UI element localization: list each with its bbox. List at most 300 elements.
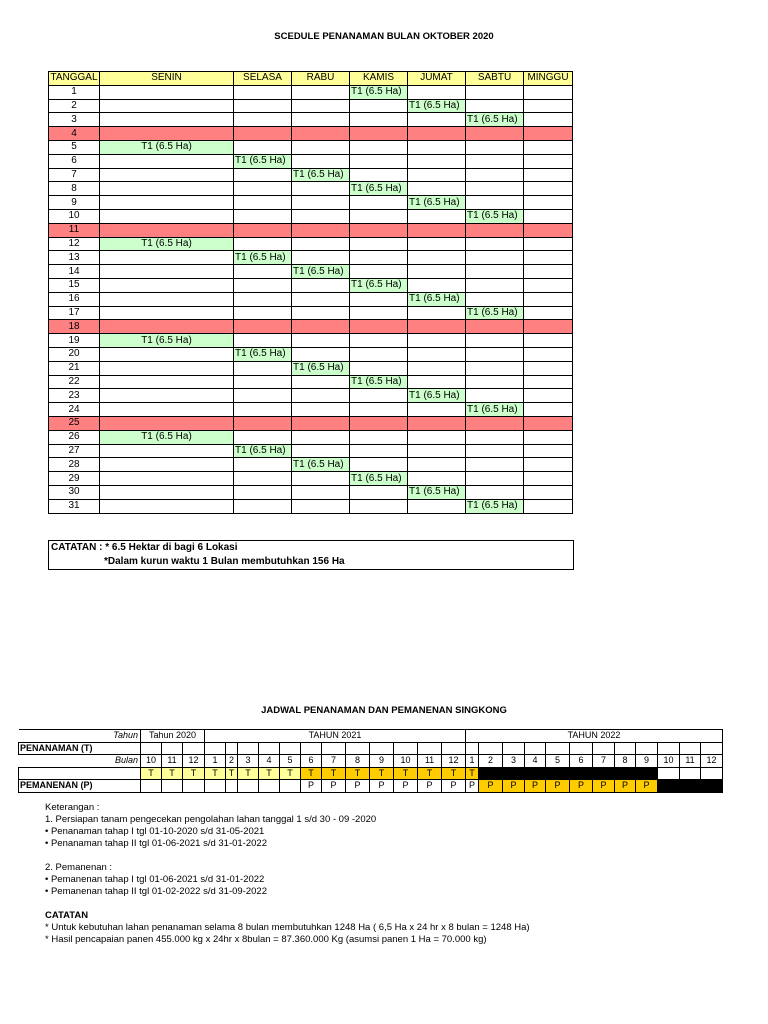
month-cell: 10 (141, 755, 162, 768)
calendar-row (49, 168, 573, 182)
schedule-cell (238, 780, 259, 793)
harvest-mark: P (636, 780, 658, 793)
planting-entry: T1 (6.5 Ha) (408, 485, 466, 499)
harvest-mark: P (546, 780, 570, 793)
empty-cell (234, 430, 292, 444)
day-number: 20 (49, 347, 100, 361)
empty-cell (408, 168, 466, 182)
day-number: 3 (49, 113, 100, 127)
empty-cell (350, 499, 408, 513)
calendar-title: SCEDULE PENANAMAN BULAN OKTOBER 2020 (274, 31, 494, 42)
day-number: 12 (49, 237, 100, 251)
year-2020: Tahun 2020 (141, 730, 205, 743)
empty-cell (408, 416, 466, 430)
empty-cell (292, 85, 350, 99)
empty-cell (524, 458, 573, 472)
schedule-cell (183, 742, 205, 755)
harvest-mark: P (503, 780, 525, 793)
planting-calendar-table (48, 71, 573, 514)
month-cell: 8 (346, 755, 370, 768)
empty-cell (100, 278, 234, 292)
day-number: 9 (49, 196, 100, 210)
month-cell: 9 (636, 755, 658, 768)
day-number: 24 (49, 403, 100, 417)
empty-cell (408, 237, 466, 251)
empty-cell (292, 182, 350, 196)
month-cell: 2 (479, 755, 503, 768)
empty-cell (524, 472, 573, 486)
month-cell: 6 (570, 755, 593, 768)
schedule-cell (525, 742, 546, 755)
empty-cell (408, 430, 466, 444)
schedule-cell (226, 742, 238, 755)
empty-cell (408, 334, 466, 348)
empty-cell (408, 403, 466, 417)
schedule-cell (658, 742, 680, 755)
empty-cell (292, 196, 350, 210)
empty-cell (292, 334, 350, 348)
calendar-row (49, 265, 573, 279)
schedule-cell (183, 780, 205, 793)
empty-cell (100, 223, 234, 237)
planting-mark: T (205, 767, 226, 780)
tahun-label: Tahun (19, 730, 141, 743)
calendar-row (49, 209, 573, 223)
month-cell: 7 (322, 755, 346, 768)
empty-cell (350, 485, 408, 499)
penanaman-row (19, 742, 723, 755)
planting-entry: T1 (6.5 Ha) (350, 182, 408, 196)
schedule-cell (466, 742, 479, 755)
empty-cell (466, 196, 524, 210)
empty-cell (408, 113, 466, 127)
planting-entry: T1 (6.5 Ha) (466, 113, 524, 127)
empty-cell (292, 416, 350, 430)
planting-mark: T (346, 767, 370, 780)
empty-cell (350, 334, 408, 348)
empty-cell (466, 389, 524, 403)
bulan-label: Bulan (19, 755, 141, 768)
harvest-mark: P (570, 780, 593, 793)
empty-cell (350, 416, 408, 430)
empty-cell (234, 361, 292, 375)
empty-cell (350, 403, 408, 417)
legend-line: • Pemanenan tahap II tgl 01-02-2022 s/d 31-09-2022 (45, 886, 267, 897)
schedule-cell (162, 742, 183, 755)
empty-cell (466, 168, 524, 182)
day-number: 1 (49, 85, 100, 99)
day-number: 26 (49, 430, 100, 444)
schedule-cell (546, 742, 570, 755)
empty-cell (234, 113, 292, 127)
empty-cell (408, 347, 466, 361)
schedule-cell (570, 742, 593, 755)
schedule-cell (525, 767, 546, 780)
empty-cell (350, 237, 408, 251)
planting-mark: T (301, 767, 322, 780)
empty-cell (524, 320, 573, 334)
empty-cell (524, 237, 573, 251)
empty-cell (100, 85, 234, 99)
calendar-row (49, 113, 573, 127)
empty-cell (466, 334, 524, 348)
empty-cell (100, 320, 234, 334)
harvest-mark: P (370, 780, 394, 793)
planting-entry: T1 (6.5 Ha) (350, 85, 408, 99)
schedule-cell (701, 767, 723, 780)
empty-cell (292, 223, 350, 237)
empty-cell (234, 223, 292, 237)
empty-cell (350, 306, 408, 320)
empty-cell (100, 347, 234, 361)
schedule-cell (636, 767, 658, 780)
header-kamis: KAMIS (350, 72, 408, 86)
empty-cell (292, 278, 350, 292)
schedule-cell (615, 767, 636, 780)
header-tanggal: TANGGAL (50, 72, 98, 84)
empty-cell (350, 223, 408, 237)
schedule-cell (370, 742, 394, 755)
legend-line: * Untuk kebutuhan lahan penanaman selama 8 bulan membutuhkan 1248 Ha ( 6,5 Ha x 24 hr x 8 bulan = 1248 Ha) (45, 922, 530, 933)
empty-cell (234, 389, 292, 403)
empty-cell (524, 292, 573, 306)
calendar-row (49, 430, 573, 444)
planting-entry: T1 (6.5 Ha) (100, 430, 234, 444)
empty-cell (408, 85, 466, 99)
harvest-mark: P (466, 780, 479, 793)
empty-cell (292, 472, 350, 486)
empty-cell (350, 251, 408, 265)
empty-cell (350, 444, 408, 458)
schedule-cell (680, 780, 701, 793)
empty-cell (524, 306, 573, 320)
schedule-cell (346, 742, 370, 755)
day-number: 25 (49, 416, 100, 430)
planting-entry: T1 (6.5 Ha) (408, 292, 466, 306)
schedule-cell (479, 742, 503, 755)
empty-cell (408, 182, 466, 196)
planting-entry: T1 (6.5 Ha) (408, 389, 466, 403)
empty-cell (234, 458, 292, 472)
header-rabu: RABU (292, 72, 350, 86)
empty-cell (100, 292, 234, 306)
empty-cell (524, 99, 573, 113)
empty-cell (292, 485, 350, 499)
empty-cell (234, 306, 292, 320)
month-cell: 10 (394, 755, 418, 768)
harvest-mark: P (346, 780, 370, 793)
month-cell: 1 (205, 755, 226, 768)
empty-cell (524, 196, 573, 210)
empty-cell (350, 140, 408, 154)
harvest-schedule-table (18, 729, 723, 793)
empty-cell (292, 430, 350, 444)
schedule-cell (570, 767, 593, 780)
empty-cell (524, 278, 573, 292)
empty-cell (408, 375, 466, 389)
month-cell: 4 (525, 755, 546, 768)
schedule-cell (701, 742, 723, 755)
calendar-row (49, 140, 573, 154)
empty-cell (100, 306, 234, 320)
calendar-row (49, 127, 573, 141)
empty-cell (524, 265, 573, 279)
empty-cell (524, 168, 573, 182)
empty-cell (234, 237, 292, 251)
empty-cell (292, 140, 350, 154)
calendar-row (49, 320, 573, 334)
legend-line: Keterangan : (45, 802, 100, 813)
schedule-cell (658, 780, 680, 793)
month-cell: 9 (370, 755, 394, 768)
empty-cell (292, 347, 350, 361)
day-number: 28 (49, 458, 100, 472)
calendar-row (49, 347, 573, 361)
empty-cell (234, 127, 292, 141)
empty-cell (292, 113, 350, 127)
empty-cell (524, 375, 573, 389)
empty-cell (524, 499, 573, 513)
calendar-row (49, 361, 573, 375)
day-number: 16 (49, 292, 100, 306)
empty-cell (350, 265, 408, 279)
planting-mark: T (394, 767, 418, 780)
day-number: 13 (49, 251, 100, 265)
empty-cell (234, 182, 292, 196)
empty-cell (292, 320, 350, 334)
empty-cell (524, 140, 573, 154)
planting-entry: T1 (6.5 Ha) (292, 168, 350, 182)
harvest-mark: P (394, 780, 418, 793)
empty-cell (100, 182, 234, 196)
schedule-cell (141, 780, 162, 793)
year-row (19, 730, 723, 743)
empty-cell (350, 389, 408, 403)
calendar-row (49, 251, 573, 265)
day-number: 8 (49, 182, 100, 196)
empty-cell (466, 278, 524, 292)
empty-cell (524, 154, 573, 168)
empty-cell (524, 209, 573, 223)
empty-cell (292, 251, 350, 265)
empty-cell (408, 499, 466, 513)
month-cell: 3 (238, 755, 259, 768)
empty-cell (524, 127, 573, 141)
planting-entry: T1 (6.5 Ha) (100, 140, 234, 154)
empty-cell (524, 403, 573, 417)
planting-entry: T1 (6.5 Ha) (350, 278, 408, 292)
planting-entry: T1 (6.5 Ha) (466, 306, 524, 320)
empty-cell (234, 320, 292, 334)
empty-cell (466, 85, 524, 99)
harvest-mark: P (525, 780, 546, 793)
empty-cell (292, 209, 350, 223)
empty-cell (350, 154, 408, 168)
empty-cell (466, 265, 524, 279)
empty-cell (408, 223, 466, 237)
empty-cell (100, 416, 234, 430)
schedule-cell (503, 742, 525, 755)
month-cell: 12 (183, 755, 205, 768)
calendar-row (49, 472, 573, 486)
schedule-cell (615, 742, 636, 755)
empty-cell (350, 347, 408, 361)
empty-cell (100, 196, 234, 210)
day-number: 2 (49, 99, 100, 113)
empty-cell (100, 485, 234, 499)
schedule-cell (259, 780, 280, 793)
schedule-cell (418, 742, 442, 755)
planting-mark: T (238, 767, 259, 780)
planting-entry: T1 (6.5 Ha) (350, 472, 408, 486)
month-cell: 1 (466, 755, 479, 768)
empty-cell (234, 278, 292, 292)
planting-mark: T (280, 767, 301, 780)
calendar-row (49, 334, 573, 348)
planting-entry: T1 (6.5 Ha) (292, 361, 350, 375)
empty-cell (292, 99, 350, 113)
spacer (45, 898, 530, 910)
empty-cell (234, 265, 292, 279)
empty-cell (524, 113, 573, 127)
schedule-cell (280, 780, 301, 793)
empty-cell (466, 99, 524, 113)
day-number: 18 (49, 320, 100, 334)
empty-cell (466, 375, 524, 389)
empty-cell (100, 458, 234, 472)
planting-entry: T1 (6.5 Ha) (234, 154, 292, 168)
empty-cell (466, 140, 524, 154)
schedule-cell (259, 742, 280, 755)
calendar-row (49, 444, 573, 458)
empty-cell (292, 389, 350, 403)
empty-cell (234, 168, 292, 182)
empty-cell (524, 389, 573, 403)
harvest-mark: P (418, 780, 442, 793)
empty-cell (408, 265, 466, 279)
empty-cell (350, 127, 408, 141)
empty-cell (234, 292, 292, 306)
empty-cell (524, 334, 573, 348)
month-cell: 2 (226, 755, 238, 768)
empty-cell (100, 209, 234, 223)
calendar-row (49, 375, 573, 389)
month-cell: 4 (259, 755, 280, 768)
empty-cell (100, 251, 234, 265)
empty-cell (466, 182, 524, 196)
calendar-header-row (49, 72, 573, 86)
empty-cell (466, 251, 524, 265)
schedule-cell (658, 767, 680, 780)
empty-cell (350, 361, 408, 375)
header-sabtu: SABTU (466, 72, 524, 86)
day-number: 5 (49, 140, 100, 154)
empty-cell (100, 375, 234, 389)
empty-cell (408, 320, 466, 334)
empty-cell (466, 127, 524, 141)
harvest-mark: P (322, 780, 346, 793)
empty-cell (234, 209, 292, 223)
empty-cell (408, 278, 466, 292)
empty-cell (292, 306, 350, 320)
planting-entry: T1 (6.5 Ha) (408, 196, 466, 210)
schedule-cell (503, 767, 525, 780)
empty-cell (524, 85, 573, 99)
planting-entry: T1 (6.5 Ha) (100, 334, 234, 348)
schedule-cell (442, 742, 466, 755)
day-number: 30 (49, 485, 100, 499)
empty-cell (234, 99, 292, 113)
empty-cell (466, 223, 524, 237)
empty-cell (234, 472, 292, 486)
empty-cell (466, 485, 524, 499)
calendar-note (48, 540, 574, 570)
planting-entry: T1 (6.5 Ha) (466, 499, 524, 513)
empty-cell (292, 292, 350, 306)
empty-cell (524, 416, 573, 430)
schedule-cell (680, 767, 701, 780)
empty-cell (524, 251, 573, 265)
calendar-row (49, 196, 573, 210)
day-number: 10 (49, 209, 100, 223)
month-cell: 11 (680, 755, 701, 768)
empty-cell (100, 113, 234, 127)
empty-cell (466, 154, 524, 168)
empty-cell (524, 361, 573, 375)
month-cell: 5 (280, 755, 301, 768)
empty-cell (100, 361, 234, 375)
month-cell: 11 (162, 755, 183, 768)
empty-cell (100, 99, 234, 113)
legend-line: • Penanaman tahap II tgl 01-06-2021 s/d 31-01-2022 (45, 838, 267, 849)
schedule-cell (479, 767, 503, 780)
schedule-cell (238, 742, 259, 755)
schedule-cell (301, 742, 322, 755)
month-cell: 11 (418, 755, 442, 768)
schedule-cell (226, 780, 238, 793)
empty-cell (408, 444, 466, 458)
empty-cell (466, 292, 524, 306)
empty-cell (100, 389, 234, 403)
empty-cell (350, 168, 408, 182)
spacer (45, 850, 530, 862)
calendar-row (49, 306, 573, 320)
calendar-row (49, 416, 573, 430)
planting-mark: T (466, 767, 479, 780)
schedule-cell (680, 742, 701, 755)
harvest-mark: P (479, 780, 503, 793)
planting-entry: T1 (6.5 Ha) (292, 265, 350, 279)
calendar-row (49, 223, 573, 237)
empty-cell (292, 375, 350, 389)
calendar-row (49, 499, 573, 513)
day-number: 31 (49, 499, 100, 513)
header-senin: SENIN (100, 72, 234, 86)
empty-cell (350, 209, 408, 223)
empty-cell (466, 458, 524, 472)
calendar-row (49, 485, 573, 499)
penanaman-label: PENANAMAN (T) (19, 742, 141, 755)
schedule-cell (593, 742, 615, 755)
legend-line: 1. Persiapan tanam pengecekan pengolahan lahan tanggal 1 s/d 30 - 09 -2020 (45, 814, 377, 825)
harvest-mark: P (615, 780, 636, 793)
empty-cell (100, 168, 234, 182)
schedule-cell (546, 767, 570, 780)
empty-cell (408, 140, 466, 154)
calendar-row (49, 292, 573, 306)
empty-cell (524, 182, 573, 196)
day-number: 11 (49, 223, 100, 237)
